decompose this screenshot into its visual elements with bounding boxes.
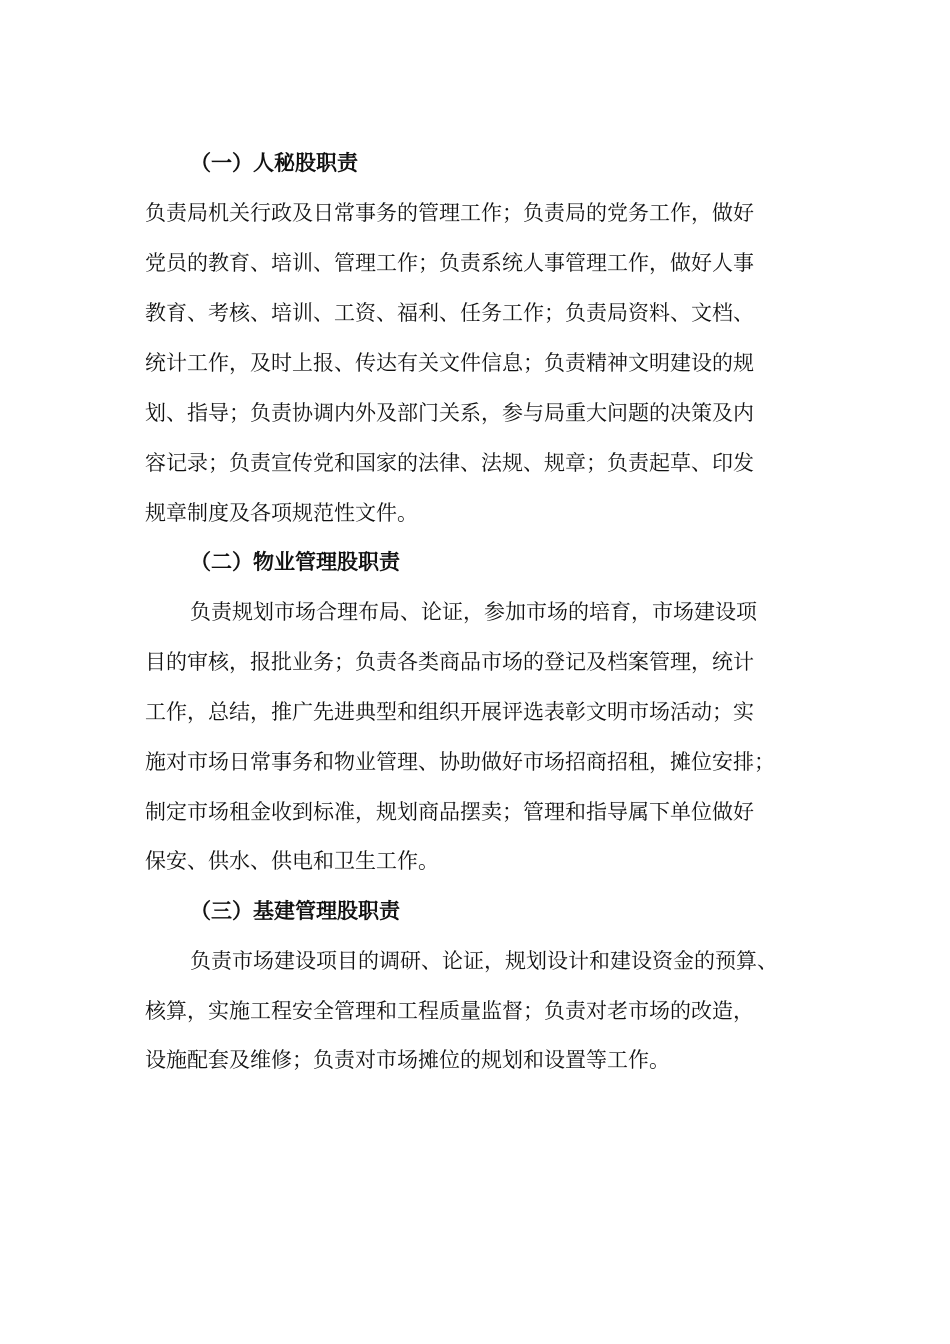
paragraph-line: 施对市场日常事务和物业管理、协助做好市场招商招租，摊位安排； xyxy=(145,750,775,774)
paragraph-line: 负责局机关行政及日常事务的管理工作；负责局的党务工作，做好 xyxy=(145,201,754,225)
paragraph-line: 划、指导；负责协调内外及部门关系，参与局重大问题的决策及内 xyxy=(145,401,754,425)
paragraph-line: 核算，实施工程安全管理和工程质量监督；负责对老市场的改造， xyxy=(145,999,754,1023)
paragraph-line: 容记录；负责宣传党和国家的法律、法规、规章；负责起草、印发 xyxy=(145,451,754,475)
paragraph-line: 教育、考核、培训、工资、福利、任务工作；负责局资料、文档、 xyxy=(145,301,754,325)
section-heading: （二）物业管理股职责 xyxy=(190,549,400,574)
paragraph-line: 制定市场租金收到标准，规划商品摆卖；管理和指导属下单位做好 xyxy=(145,800,754,824)
paragraph-line: 规章制度及各项规范性文件。 xyxy=(145,501,418,525)
paragraph-line: 保安、供水、供电和卫生工作。 xyxy=(145,849,439,873)
paragraph-line: 设施配套及维修；负责对市场摊位的规划和设置等工作。 xyxy=(145,1048,670,1072)
paragraph-line: 负责市场建设项目的调研、论证，规划设计和建设资金的预算、 xyxy=(190,949,778,973)
paragraph-line: 统计工作，及时上报、传达有关文件信息；负责精神文明建设的规 xyxy=(145,351,754,375)
paragraph-line: 工作，总结，推广先进典型和组织开展评选表彰文明市场活动；实 xyxy=(145,700,754,724)
section-heading: （一）人秘股职责 xyxy=(190,150,358,175)
section-heading: （三）基建管理股职责 xyxy=(190,898,400,923)
paragraph-line: 负责规划市场合理布局、论证，参加市场的培育，市场建设项 xyxy=(190,600,757,624)
paragraph-line: 党员的教育、培训、管理工作；负责系统人事管理工作，做好人事 xyxy=(145,251,754,275)
paragraph-line: 目的审核，报批业务；负责各类商品市场的登记及档案管理，统计 xyxy=(145,650,754,674)
